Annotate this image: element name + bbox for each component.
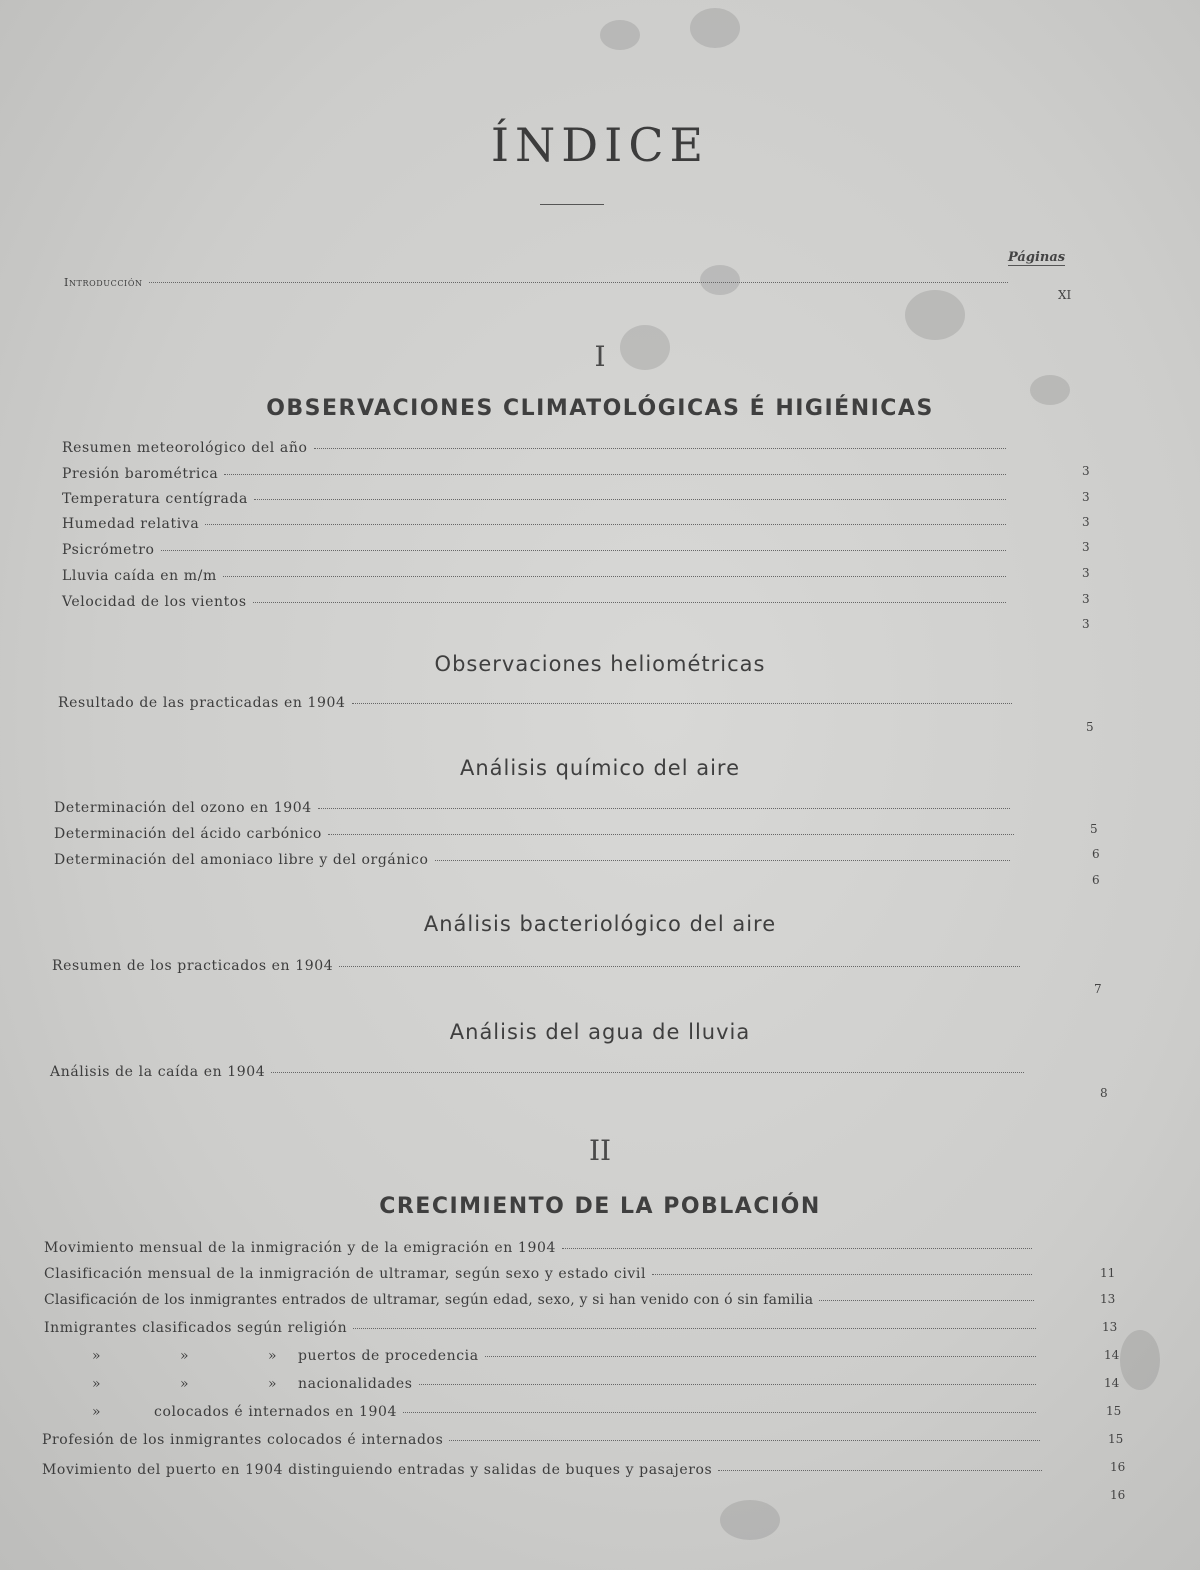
toc-entry[interactable] [62, 594, 1012, 610]
toc-entry-label: Humedad relativa [62, 516, 200, 532]
toc-page-number: 7 [1094, 982, 1102, 996]
toc-entry-label: Introducción [64, 276, 143, 289]
toc-entry-label: Clasificación de los inmigrantes entrados de ultramar, según edad, sexo, y si han venido con ó sin familia [44, 1292, 814, 1308]
section-heading-heliometricas: Observaciones heliométricas [434, 652, 766, 676]
section-roman-i: I [594, 340, 606, 373]
dot-leader [224, 474, 1006, 475]
toc-entry-label: puertos de procedencia [298, 1348, 479, 1364]
dot-leader [419, 1384, 1036, 1385]
title-rule [540, 204, 604, 205]
toc-entry[interactable] [44, 1320, 1042, 1336]
toc-page-number: 11 [1100, 1266, 1116, 1280]
toc-entry[interactable] [54, 800, 1016, 816]
paginas-column-label: Páginas [1008, 250, 1066, 265]
toc-page-number: 3 [1082, 490, 1090, 504]
toc-entry[interactable] [62, 516, 1012, 532]
toc-entry-label: nacionalidades [298, 1376, 413, 1392]
dot-leader [253, 602, 1006, 603]
toc-page-number: 3 [1082, 540, 1090, 554]
dot-leader [318, 808, 1010, 809]
toc-page-number: 3 [1082, 566, 1090, 580]
toc-entry-label: Determinación del ácido carbónico [54, 826, 322, 842]
page-title: ÍNDICE [490, 118, 710, 172]
dot-leader [718, 1470, 1042, 1471]
ditto-mark: » [268, 1376, 277, 1392]
dot-leader [403, 1412, 1036, 1413]
dot-leader [314, 448, 1006, 449]
dot-leader [328, 834, 1014, 835]
toc-entry[interactable] [62, 542, 1012, 558]
section-heading-climatologicas: OBSERVACIONES CLIMATOLÓGICAS É HIGIÉNICAS [266, 396, 934, 421]
ditto-mark: » [92, 1376, 101, 1392]
toc-entry-label: Profesión de los inmigrantes colocados é internados [42, 1432, 444, 1448]
toc-page-number: 13 [1100, 1292, 1116, 1306]
toc-entry-label: Análisis de la caída en 1904 [50, 1064, 266, 1080]
dot-leader [161, 550, 1006, 551]
toc-page-number: 16 [1110, 1460, 1126, 1474]
section-heading-bacteriologico: Análisis bacteriológico del aire [423, 912, 777, 936]
toc-entry[interactable] [42, 1462, 1048, 1478]
toc-entry-label: Psicrómetro [62, 542, 155, 558]
toc-entry-label: Determinación del ozono en 1904 [54, 800, 312, 816]
toc-entry[interactable] [92, 1376, 1042, 1392]
dot-leader [352, 703, 1012, 704]
toc-page-number: 3 [1082, 592, 1090, 606]
dot-leader [652, 1274, 1032, 1275]
toc-page-number: 6 [1092, 847, 1100, 861]
toc-page-number: 3 [1082, 617, 1090, 631]
toc-page-number: 3 [1082, 464, 1090, 478]
section-roman-ii: II [588, 1134, 612, 1167]
toc-page-number: 5 [1090, 822, 1098, 836]
dot-leader [339, 966, 1020, 967]
toc-page-number: 8 [1100, 1086, 1108, 1100]
section-heading-poblacion: CRECIMIENTO DE LA POBLACIÓN [379, 1194, 821, 1219]
toc-entry[interactable] [44, 1266, 1038, 1282]
toc-entry-label: Velocidad de los vientos [62, 594, 247, 610]
toc-entry[interactable] [42, 1432, 1046, 1448]
toc-entry-label: Resultado de las practicadas en 1904 [58, 695, 346, 711]
toc-entry-label: Movimiento mensual de la inmigración y de la emigración en 1904 [44, 1240, 556, 1256]
toc-entry-label: colocados é internados en 1904 [154, 1404, 397, 1420]
toc-entry[interactable] [62, 491, 1012, 507]
toc-page-number: 15 [1106, 1404, 1122, 1418]
toc-entry[interactable] [52, 958, 1026, 974]
ditto-mark: » [92, 1404, 101, 1420]
dot-leader [223, 576, 1006, 577]
toc-page-number: 13 [1102, 1320, 1118, 1334]
dot-leader [449, 1440, 1040, 1441]
toc-page-number: 14 [1104, 1376, 1120, 1390]
toc-entry[interactable] [62, 568, 1012, 584]
toc-entry[interactable] [62, 440, 1012, 456]
ditto-mark: » [180, 1348, 189, 1364]
dot-leader [353, 1328, 1036, 1329]
toc-entry-label: Resumen de los practicados en 1904 [52, 958, 334, 974]
toc-entry[interactable] [44, 1240, 1038, 1256]
toc-entry-label: Temperatura centígrada [62, 491, 248, 507]
toc-entry-label: Movimiento del puerto en 1904 distinguiendo entradas y salidas de buques y pasajeros [42, 1462, 713, 1478]
toc-page-number: 5 [1086, 720, 1094, 734]
dot-leader [819, 1300, 1034, 1301]
toc-entry-label: Inmigrantes clasificados según religión [44, 1320, 348, 1336]
toc-entry[interactable] [44, 1292, 1040, 1308]
toc-entry[interactable] [54, 826, 1020, 842]
dot-leader [485, 1356, 1036, 1357]
toc-entry-label: Lluvia caída en m/m [62, 568, 217, 584]
toc-entry[interactable] [92, 1348, 1042, 1364]
ditto-mark: » [180, 1376, 189, 1392]
toc-page-number: 14 [1104, 1348, 1120, 1362]
toc-page-number: 15 [1108, 1432, 1124, 1446]
ditto-mark: » [92, 1348, 101, 1364]
toc-page-number: XI [1058, 288, 1072, 302]
toc-entry-label: Resumen meteorológico del año [62, 440, 308, 456]
toc-entry[interactable] [58, 695, 1018, 711]
toc-entry[interactable] [92, 1404, 1042, 1420]
ditto-mark: » [268, 1348, 277, 1364]
toc-entry[interactable] [54, 852, 1016, 868]
toc-page-number: 3 [1082, 515, 1090, 529]
dot-leader [149, 282, 1008, 283]
toc-entry-introduccion[interactable] [64, 276, 1014, 289]
toc-entry[interactable] [50, 1064, 1030, 1080]
toc-entry-label: Clasificación mensual de la inmigración de ultramar, según sexo y estado civil [44, 1266, 647, 1282]
toc-entry-label: Determinación del amoniaco libre y del orgánico [54, 852, 429, 868]
toc-entry-label: Presión barométrica [62, 466, 219, 482]
dot-leader [562, 1248, 1032, 1249]
dot-leader [271, 1072, 1024, 1073]
toc-page-number: 16 [1110, 1488, 1126, 1502]
dot-leader [435, 860, 1010, 861]
dot-leader [254, 499, 1006, 500]
dot-leader [205, 524, 1006, 525]
section-heading-quimico: Análisis químico del aire [460, 756, 740, 780]
section-heading-agua-lluvia: Análisis del agua de lluvia [449, 1020, 751, 1044]
toc-entry[interactable] [62, 466, 1012, 482]
toc-page-number: 6 [1092, 873, 1100, 887]
